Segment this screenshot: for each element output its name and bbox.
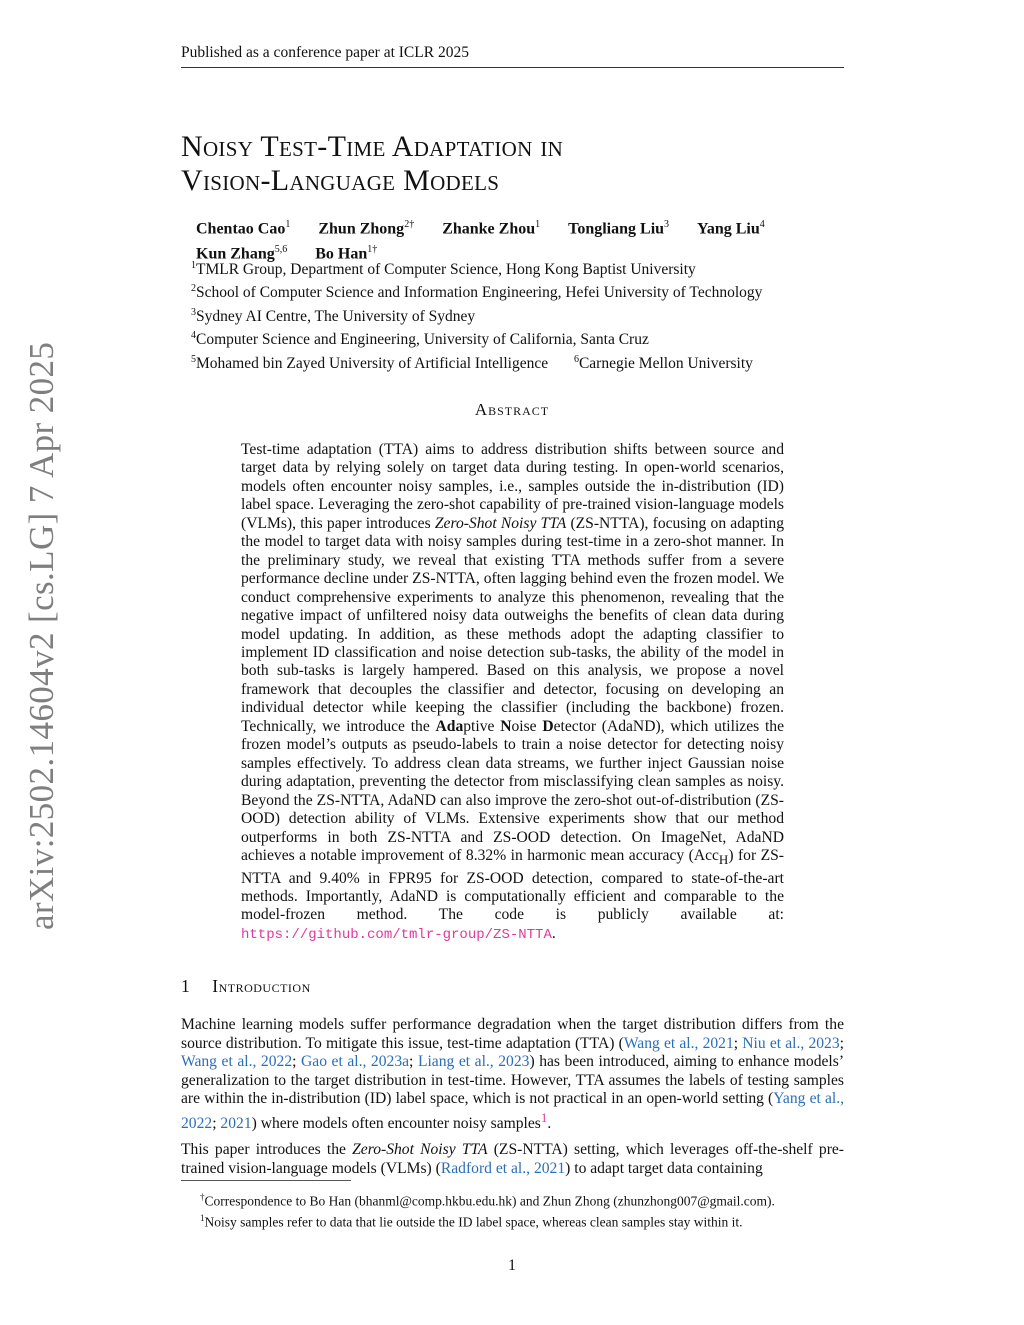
author: Yang Liu$^4$: [697, 219, 765, 238]
affiliation: $^1$TMLR Group, Department of Computer Science, Hong Kong Baptist University: [191, 260, 696, 279]
paragraph: This paper introduces the Zero-Shot Noisy TTA (ZS-NTTA) setting, which leverages off-the-shelf pre-trained vision-language models (VLMs) (Radford et al., 2021) to adapt target data containing: [181, 1141, 845, 1178]
footnote: $^1$Noisy samples refer to data that lie outside the ID label space, whereas clean samples stay within it.: [200, 1213, 743, 1230]
citation-link[interactable]: 2021: [220, 1114, 252, 1132]
abstract-heading: Abstract: [474, 400, 550, 419]
footnotes: [200, 1189, 775, 1231]
author: Zhanke Zhou$^1$: [442, 219, 541, 238]
paragraph: Machine learning models suffer performance degradation when the target distribution differs from the source distribution. To mitigate this issue, test-time adaptation (TTA) (Wang et al., 2021; Niu et al., 2023; Wang et al., 2022; Gao et al., 2023a; Liang et al., 2023) has been introduced, aiming to enhance models’ generalization to the target distribution in test-time. However, TTA assumes the labels of testing samples are within the in-distribution (ID) label space, which is not practical in an open-world setting (Yang et al., 2022; 2021) where models often encounter noisy samples$^1$.: [181, 1016, 845, 1132]
header-rule: [181, 67, 844, 68]
author: Zhun Zhong$^{2\dagger}$: [318, 219, 415, 238]
title-line-2: Vision-Language Models: [181, 164, 500, 197]
citation-link[interactable]: Yang et al., 2022: [181, 1090, 844, 1132]
affiliation: $^2$School of Computer Science and Information Engineering, Hefei University of Technology: [191, 283, 763, 302]
citation-link[interactable]: Wang et al., 2022: [181, 1053, 293, 1071]
footnote: †Correspondence to Bo Han (bhanml@comp.hkbu.edu.hk) and Zhun Zhong (zhunzhong007@gmail.com).: [200, 1192, 775, 1209]
code-link[interactable]: https://github.com/tmlr-group/ZS-NTTA: [241, 926, 552, 943]
citation-link[interactable]: Wang et al., 2021: [623, 1034, 734, 1052]
author: Tongliang Liu$^3$: [568, 219, 670, 238]
page-number: 1: [508, 1257, 516, 1274]
citation-link[interactable]: Gao et al., 2023a: [301, 1053, 410, 1071]
citation-link[interactable]: Radford et al., 2021: [440, 1160, 566, 1178]
introduction-body: [181, 1016, 844, 1187]
citation-link[interactable]: Niu et al., 2023: [742, 1034, 840, 1052]
citation-link[interactable]: Liang et al., 2023: [417, 1053, 530, 1071]
arxiv-stamp: arXiv:2502.14604v2 [cs.LG] 7 Apr 2025: [22, 341, 61, 930]
abstract-body: Test-time adaptation (TTA) aims to address distribution shifts between source and target data by relying solely on target data during testing. In open-world scenarios, models often encounter noisy samples, i.e., samples outside the in-distribution (ID) label space. Leveraging the zero-shot capability of pre-trained vision-language models (VLMs), this paper introduces Zero-Shot Noisy TTA (ZS-NTTA), focusing on adapting the model to target data with noisy samples during test-time in a zero-shot manner. In the preliminary study, we reveal that existing TTA methods suffer from a severe performance decline under ZS-NTTA, often lagging behind even the frozen model. We conduct comprehensive experiments to analyze this phenomenon, revealing that the negative impact of unfiltered noisy data outweighs the benefits of clean data during model updating. In addition, as these methods adopt the adapting classifier to implement ID classification and noise detection sub-tasks, the ability of the model in both sub-tasks is largely hampered. Based on this analysis, we propose a novel framework that decouples the classifier and detector, focusing on developing an individual detector while keeping the classifier (including the backbone) frozen. Technically, we introduce the Adaptive Noise Detector (AdaND), which utilizes the frozen model’s outputs as pseudo-labels to train a noise detector for detecting noisy samples effectively. To address clean data streams, we further inject Gaussian noise during adaptation, preventing the detector from misclassifying clean samples as noisy. Beyond the ZS-NTTA, AdaND can also improve the zero-shot out-of-distribution (ZS-OOD) detection ability of VLMs. Extensive experiments show that our method outperforms in both ZS-NTTA and ZS-OOD detection. On ImageNet, AdaND achieves a notable improvement of 8.32% in harmonic mean accuracy (Acc$_H$) for ZS-NTTA and 9.40% in FPR95 for ZS-OOD detection, compared to state-of-the-art methods. Importantly, AdaND is computationally efficient and comparable to the model-frozen method. The code is publicly available at: https://github.com/tmlr-group/ZS-NTTA.: [241, 441, 784, 943]
affiliation: $^5$Mohamed bin Zayed University of Artificial Intelligence $^6$Carnegie Mellon University: [191, 353, 753, 372]
footnote-rule: [181, 1180, 351, 1181]
author: Bo Han$^{1\dagger}$: [315, 244, 378, 263]
paper-title: [181, 130, 563, 198]
affiliation: $^4$Computer Science and Engineering, University of California, Santa Cruz: [191, 330, 649, 349]
section-heading: 1 Introduction: [181, 976, 311, 996]
running-header: Published as a conference paper at ICLR 2025: [181, 44, 469, 61]
author: Kun Zhang$^{5,6}$: [196, 244, 288, 263]
title-line-1: Noisy Test-Time Adaptation in: [181, 130, 564, 163]
footnote-link[interactable]: 1: [540, 1109, 548, 1125]
affiliation-list: [191, 256, 762, 373]
author: Chentao Cao$^1$: [196, 219, 291, 238]
affiliation: $^3$Sydney AI Centre, The University of Sydney: [191, 306, 476, 326]
